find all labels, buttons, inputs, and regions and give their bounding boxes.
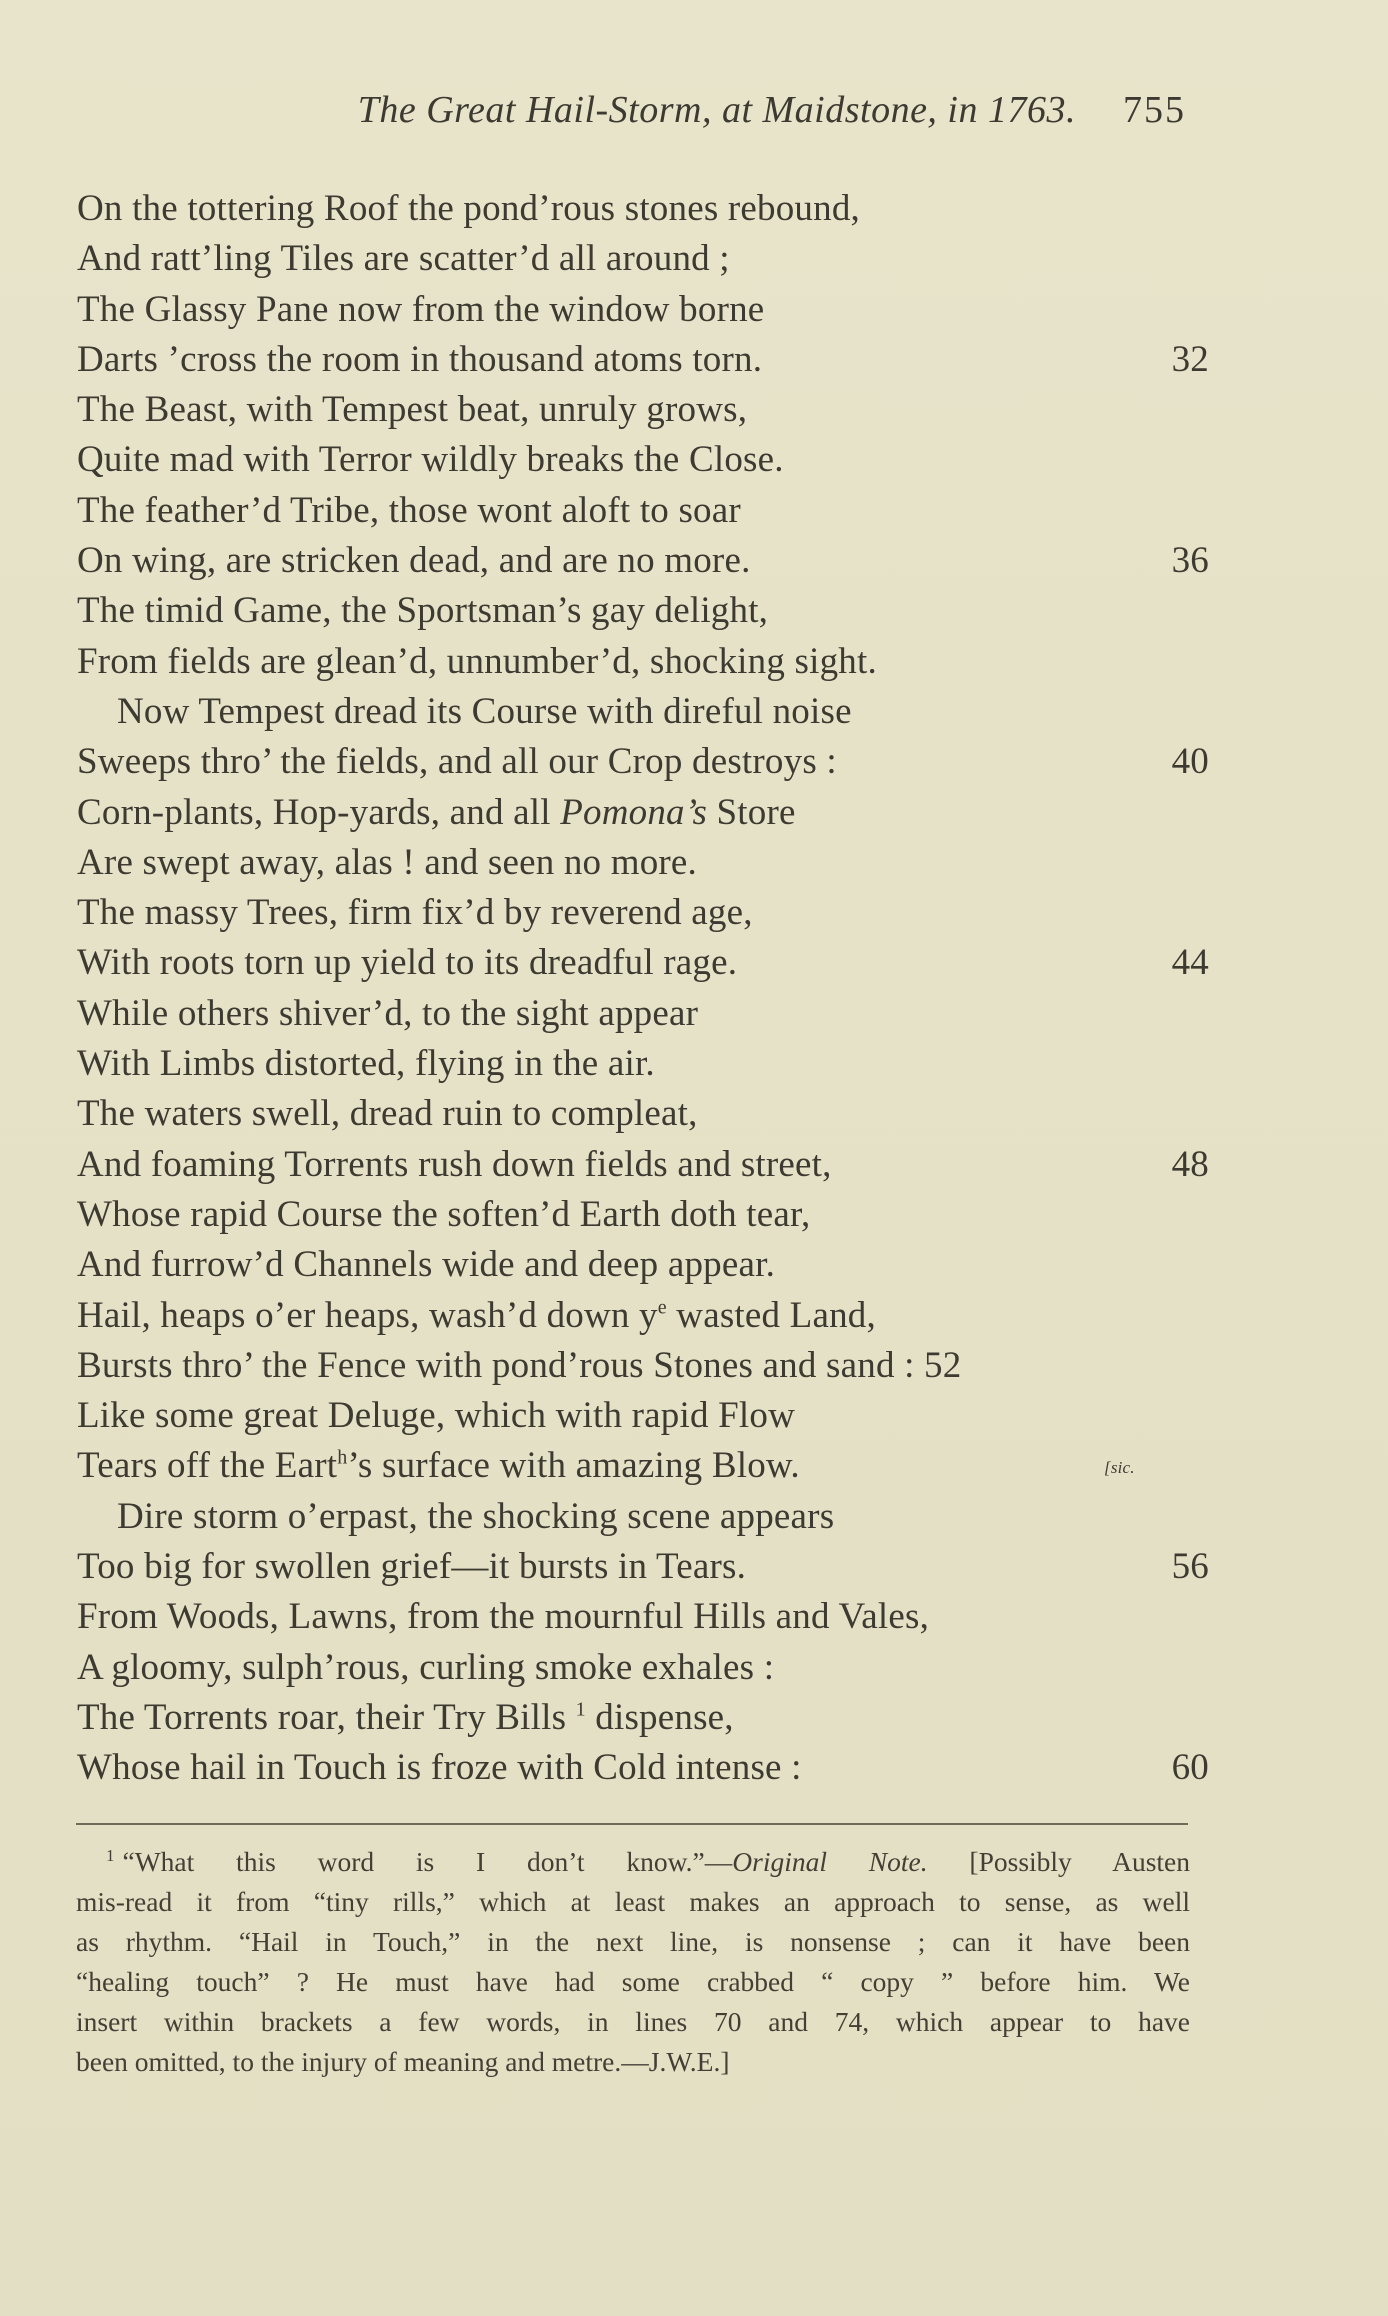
poem-line: From Woods, Lawns, from the mournful Hills and Vales,: [77, 1596, 930, 1638]
poem-line: The Beast, with Tempest beat, unruly grows,: [77, 389, 748, 431]
poem-line: The feather’d Tribe, those wont aloft to soar: [77, 489, 741, 531]
superscript: e: [657, 1296, 667, 1319]
poem-line: The massy Trees, firm fix’d by reverend age,: [77, 892, 753, 934]
footnote-line: “healing touch” ? He must have had some crabbed “ copy ” before him. We: [76, 1966, 1190, 1997]
poem-line: Hail, heaps o’er heaps, wash’d down $y^e$ wasted Land,: [77, 1294, 876, 1336]
line-number: 40: [1171, 741, 1209, 783]
footnote-line: mis-read it from “tiny rills,” which at least makes an approach to sense, as well: [76, 1886, 1190, 1917]
poem-line: The waters swell, dread ruin to compleat,: [77, 1093, 698, 1135]
poem-line: Quite mad with Terror wildly breaks the Close.: [77, 439, 784, 481]
poem-line: With Limbs distorted, flying in the air.: [77, 1043, 655, 1085]
italic-name: Pomona’s: [560, 791, 708, 833]
poem-line: Corn-plants, Hop-yards, and all Pomona’s Store: [77, 791, 796, 833]
footnote-line: $^1$ “What this word is I don’t know.”—Original Note. [Possibly Austen: [106, 1845, 1191, 1877]
footnote-line: insert within brackets a few words, in lines 70 and 74, which appear to have: [76, 2006, 1190, 2037]
running-header: [0, 88, 1388, 148]
poem-line: The timid Game, the Sportsman’s gay delight,: [77, 590, 769, 632]
running-title: The Great Hail-Storm, at Maidstone, in 1763.: [357, 89, 1076, 131]
poem-line: Darts ’cross the room in thousand atoms torn. 32: [77, 335, 1197, 385]
poem-line: And foaming Torrents rush down fields and street, 48: [77, 1140, 1197, 1190]
line-number: 48: [1171, 1143, 1209, 1185]
poem-line: While others shiver’d, to the sight appear: [77, 992, 699, 1034]
poem-line: A gloomy, sulph’rous, curling smoke exhales :: [77, 1646, 775, 1688]
superscript: h: [337, 1447, 348, 1470]
line-number: 44: [1171, 942, 1209, 984]
poem-line: Like some great Deluge, which with rapid Flow: [77, 1395, 795, 1437]
line-number: 60: [1171, 1747, 1209, 1789]
poem-line: Whose hail in Touch is froze with Cold intense : 60: [77, 1743, 1197, 1793]
footnote-reference: 1: [575, 1698, 586, 1721]
poem-line: Whose rapid Course the soften’d Earth doth tear,: [77, 1193, 811, 1235]
poem-line: With roots torn up yield to its dreadful rage. 44: [77, 938, 1197, 988]
poem-line: Bursts thro’ the Fence with pond’rous Stones and sand : 52: [77, 1344, 962, 1386]
poem-line: On wing, are stricken dead, and are no more. 36: [77, 536, 1197, 586]
line-number: 36: [1171, 540, 1209, 582]
poem-line: On the tottering Roof the pond’rous stones rebound,: [77, 188, 860, 229]
footnote-divider: [76, 1823, 1188, 1825]
line-number: 32: [1171, 338, 1209, 380]
footnote-line: been omitted, to the injury of meaning and metre.—J.W.E.]: [76, 2046, 730, 2077]
poem-line: The Glassy Pane now from the window borne: [77, 288, 765, 330]
poem-line: The Torrents roar, their Try Bills $^1$ dispense,: [77, 1696, 734, 1738]
poem-line: Are swept away, alas ! and seen no more.: [77, 841, 697, 883]
poem-line: Tears off the Eart$^h$’s surface with amazing Blow. [sic.: [77, 1441, 1197, 1491]
poem-line: Too big for swollen grief—it bursts in Tears. 56: [77, 1542, 1197, 1592]
sic-note: [sic.: [1104, 1458, 1135, 1478]
poem-line: And furrow’d Channels wide and deep appear.: [77, 1244, 776, 1286]
footnote-marker: 1: [106, 1845, 115, 1865]
poem-line: Sweeps thro’ the fields, and all our Crop destroys : 40: [77, 737, 1197, 787]
poem-line: From fields are glean’d, unnumber’d, shocking sight.: [77, 640, 877, 682]
poem: [77, 184, 1209, 1794]
poem-line: Dire storm o’erpast, the shocking scene appears: [117, 1495, 835, 1537]
poem-line: Now Tempest dread its Course with direful noise: [117, 690, 852, 732]
poem-line: And ratt’ling Tiles are scatter’d all around ;: [77, 238, 730, 280]
page-number: 755: [1123, 89, 1186, 131]
line-number: 56: [1171, 1546, 1209, 1588]
footnote-line: as rhythm. “Hail in Touch,” in the next line, is nonsense ; can it have been: [76, 1926, 1190, 1957]
footnote: [76, 1842, 1190, 2082]
